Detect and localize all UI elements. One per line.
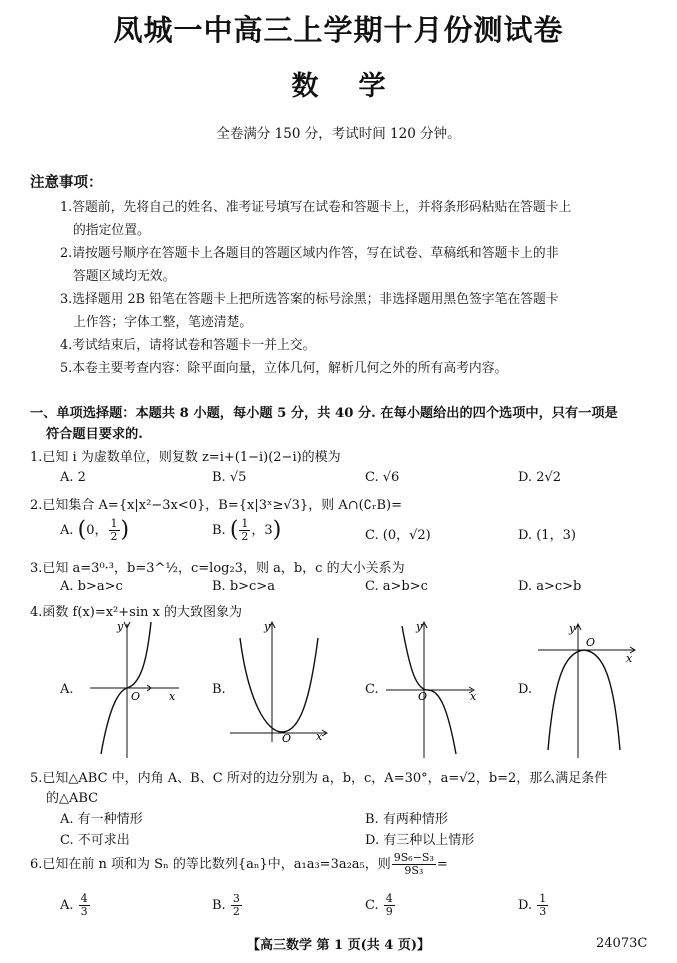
graph-b-origin: O	[282, 732, 292, 744]
section-heading-cont: 符合题目要求的.	[46, 427, 143, 442]
graph-a-origin: O	[131, 690, 141, 703]
page-footer: 【高三数学 第 1 页(共 4 页)】	[246, 938, 431, 953]
note-line: 3.选择题用 2B 铅笔在答题卡上把所选答案的标号涂黑；非选择题用黑色签字笔在答题卡	[60, 292, 559, 307]
graph-c-y-label: y	[416, 620, 423, 633]
q2-option-c: C. (0，√2)	[365, 528, 431, 543]
q1-option-c: C. √6	[365, 470, 400, 485]
graph-a-y-label: y	[117, 620, 124, 633]
q3-option-a: A. b>a>c	[60, 579, 123, 594]
q5-option-d: D. 有三种以上情形	[365, 833, 475, 848]
q4-label-d: D.	[518, 682, 533, 697]
q1-option-d: D. 2√2	[518, 470, 562, 485]
question-5-line1: 5.已知△ABC 中，内角 A、B、C 所对的边分别为 a，b，c，A=30°，a=√2，b=2，那么满足条件	[30, 771, 608, 786]
q4-label-b: B.	[212, 682, 226, 697]
q5-option-b: B. 有两种情形	[365, 812, 448, 827]
graph-c	[382, 620, 482, 760]
q3-option-c: C. a>b>c	[365, 579, 428, 594]
graph-a-x-label: x	[169, 690, 176, 703]
q5-option-c: C. 不可求出	[60, 833, 130, 848]
graph-d-x-label: x	[626, 652, 633, 665]
q1-option-b: B. √5	[212, 470, 247, 485]
q6-option-c: C. $\frac{4}{9}$	[365, 892, 393, 918]
graph-d-origin: O	[586, 636, 596, 649]
note-line: 1.答题前，先将自己的姓名、准考证号填写在试卷和答题卡上，并将条形码粘贴在答题卡上	[60, 200, 572, 215]
q4-label-a: A.	[60, 682, 74, 697]
exam-info: 全卷满分 150 分，考试时间 120 分钟。	[216, 126, 461, 142]
exam-title: 凤城一中高三上学期十月份测试卷	[113, 13, 564, 47]
graph-d	[534, 620, 644, 760]
note-line: 4.考试结束后，请将试卷和答题卡一并上交。	[60, 338, 316, 353]
graph-b	[226, 620, 336, 744]
section-heading: 一、单项选择题：本题共 8 小题，每小题 5 分，共 40 分. 在每小题给出的四个选项中，只有一项是	[30, 406, 618, 421]
question-3-stem: 3.已知 a=3⁰·³，b=3^½，c=log₂3，则 a，b，c 的大小关系为	[30, 561, 405, 576]
notes-heading: 注意事项：	[30, 174, 103, 191]
question-1-stem: 1.已知 i 为虚数单位，则复数 z=i+(1−i)(2−i)的模为	[30, 450, 341, 465]
note-line: 上作答；字体工整，笔迹清楚。	[73, 315, 253, 330]
question-5-line2: 的△ABC	[46, 791, 99, 806]
graph-d-y-label: y	[569, 622, 576, 635]
question-4-stem: 4.函数 f(x)=x²+sin x 的大致图象为	[30, 605, 242, 620]
q6-option-d: D. $\frac{1}{3}$	[518, 892, 547, 918]
graph-c-x-label: x	[470, 690, 477, 703]
q2-option-d: D. (1，3)	[518, 528, 576, 543]
graph-b-y-label: y	[264, 620, 271, 633]
q5-option-a: A. 有一种情形	[60, 812, 143, 827]
subject-title: 数学	[291, 71, 426, 102]
graph-b-x-label: x	[316, 730, 323, 743]
q3-option-b: B. b>c>a	[212, 579, 275, 594]
question-6-stem: 6.已知在前 n 项和为 Sₙ 的等比数列{aₙ}中，a₁a₃=3a₂a₅，则 $\frac{\text{9S₆−S₃}}{\text{9S₃}}$ =	[30, 851, 448, 877]
q2-option-a: A. (0， $\frac{1}{2}$ )	[60, 517, 130, 543]
graph-c-origin: O	[418, 690, 428, 703]
note-line: 答题区域均无效。	[73, 269, 176, 284]
note-line: 5.本卷主要考查内容：除平面向量，立体几何，解析几何之外的所有高考内容。	[60, 361, 508, 376]
q6-option-a: A. $\frac{4}{3}$	[60, 892, 88, 918]
q4-label-c: C.	[365, 682, 379, 697]
graph-a	[85, 620, 190, 760]
q1-option-a: A. 2	[60, 470, 86, 485]
question-2-stem: 2.已知集合 A={x|x²−3x<0}，B={x|3ˣ≥√3}，则 A∩(∁ᵣB)=	[30, 498, 402, 513]
note-line: 的指定位置。	[73, 223, 150, 238]
q2-option-b: B. ( $\frac{1}{2}$ ，3)	[212, 517, 282, 543]
q6-option-b: B. $\frac{3}{2}$	[212, 892, 240, 918]
note-line: 2.请按题号顺序在答题卡上各题目的答题区域内作答，写在试卷、草稿纸和答题卡上的非	[60, 246, 559, 261]
q3-option-d: D. a>c>b	[518, 579, 582, 594]
exam-code: 24073C	[596, 936, 648, 951]
